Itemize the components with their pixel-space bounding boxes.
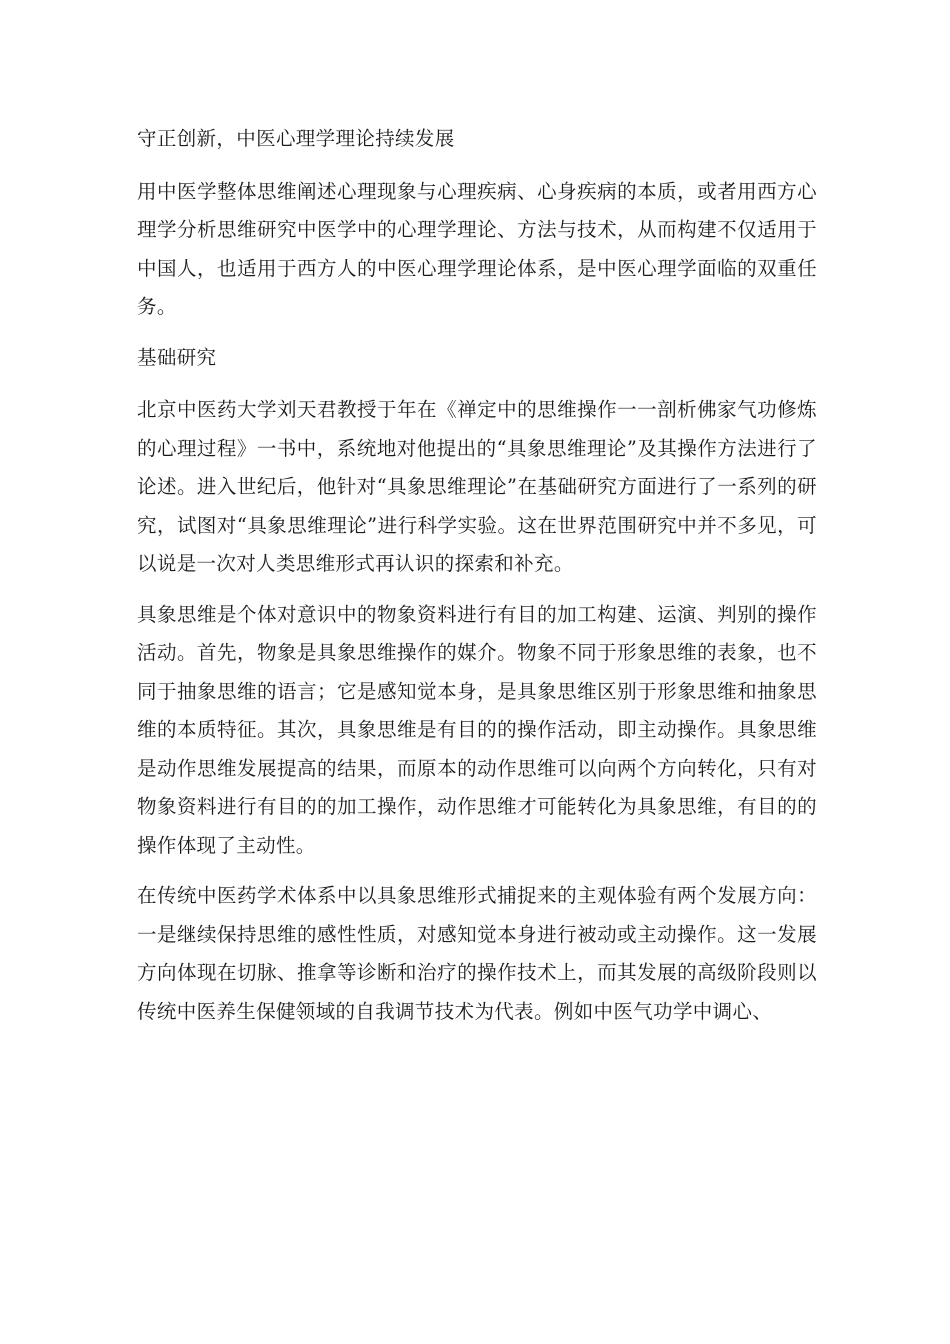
document-title: 守正创新，中医心理学理论持续发展 [137,127,455,150]
paragraph-liu-tianjun: 北京中医药大学刘天君教授于年在《禅定中的思维操作一一剖析佛家气功修炼的心理过程》一书中，系统地对他提出的“具象思维理论”及其操作方法进行了论述。进入世纪后，他针对“具象思维理论”在基础研究方面进行了一系列的研究，试图对“具象思维理论”进行科学实验。这在世界范围研究中并不多见，可以说是一次对人类思维形式再认识的探索和补充。 [137,398,817,575]
paragraph-traditional-tcm: 在传统中医药学术体系中以具象思维形式捕捉来的主观体验有两个发展方向：一是继续保持思维的感性性质，对感知觉本身进行被动或主动操作。这一发展方向体现在切脉、推拿等诊断和治疗的操作技术上，而其发展的高级阶段则以传统中医养生保健领域的自我调节技术为代表。例如中医气功学中调心、 [137,884,817,1023]
document-page [137,120,817,1043]
paragraph-concrete-thinking: 具象思维是个体对意识中的物象资料进行有目的加工构建、运演、判别的操作活动。首先，物象是具象思维操作的媒介。物象不同于形象思维的表象，也不同于抽象思维的语言；它是感知觉本身，是具象思维区别于形象思维和抽象思维的本质特征。其次，具象思维是有目的的操作活动，即主动操作。具象思维是动作思维发展提高的结果，而原本的动作思维可以向两个方向转化，只有对物象资料进行有目的的加工操作，动作思维才可能转化为具象思维，有目的的操作体现了主动性。 [137,602,817,857]
section-heading-basic-research: 基础研究 [137,345,217,369]
paragraph-task: 用中医学整体思维阐述心理现象与心理疾病、心身疾病的本质，或者用西方心理学分析思维研究中医学中的心理学理论、方法与技术，从而构建不仅适用于中国人，也适用于西方人的中医心理学理论体系，是中医心理学面临的双重任务。 [137,179,817,318]
